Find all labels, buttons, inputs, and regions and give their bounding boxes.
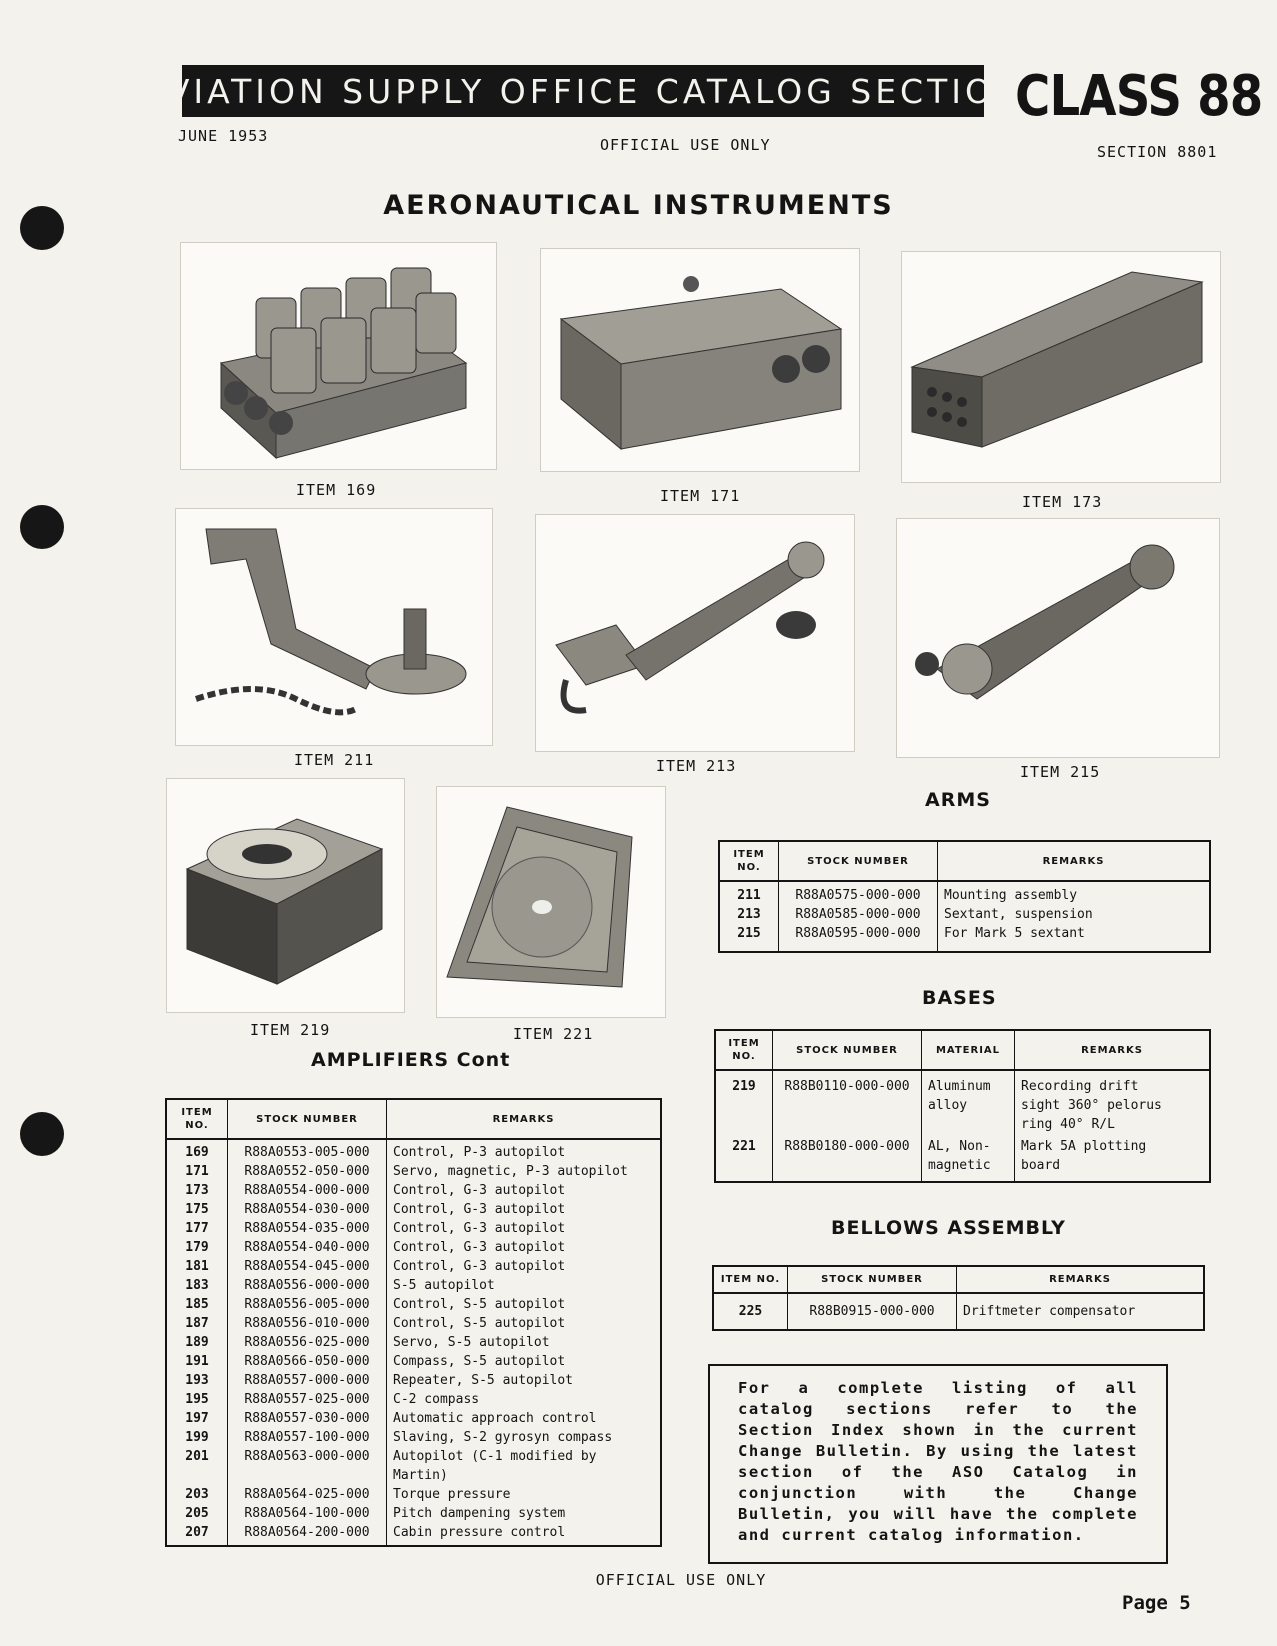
section-number: SECTION 8801 — [1097, 143, 1218, 161]
table-row — [719, 881, 1210, 905]
photo-item-213 — [535, 514, 855, 752]
col-item: ITEM NO. — [166, 1099, 228, 1139]
cell-remarks: Slaving, S-2 gyrosyn compass — [393, 1430, 613, 1445]
table-header-row — [713, 1266, 1204, 1293]
cell-item: 187 — [166, 1314, 228, 1333]
caption-item-219: ITEM 219 — [250, 1021, 331, 1039]
cell-item: 195 — [166, 1390, 228, 1409]
photo-item-215 — [896, 518, 1220, 758]
table-header-row — [719, 841, 1210, 881]
cell-stock: R88A0554-045-000 — [228, 1257, 387, 1276]
cell-stock — [773, 1115, 922, 1134]
cell-stock: R88A0553-005-000 — [228, 1139, 387, 1162]
col-item: ITEM NO. — [713, 1266, 788, 1293]
caption-item-169: ITEM 169 — [296, 481, 377, 499]
cell-remarks: Servo, S-5 autopilot — [393, 1335, 550, 1350]
cell-stock: R88A0575-000-000 — [779, 881, 938, 905]
cell-item — [715, 1156, 773, 1182]
amplifiers-title: AMPLIFIERS Cont — [311, 1049, 511, 1071]
cell-item — [715, 1115, 773, 1134]
page-title: AERONAUTICAL INSTRUMENTS — [383, 190, 894, 221]
table-row — [719, 905, 1210, 924]
cell-remarks: board — [1021, 1158, 1061, 1173]
arms-table — [718, 840, 1211, 953]
table-row — [166, 1314, 661, 1333]
table-row — [166, 1428, 661, 1447]
cell-item: 201 — [166, 1447, 228, 1466]
cell-stock: R88A0554-035-000 — [228, 1219, 387, 1238]
photo-item-173 — [901, 251, 1221, 483]
col-remarks: REMARKS — [957, 1266, 1205, 1293]
cell-remarks: Torque pressure — [393, 1487, 511, 1502]
cell-item: 173 — [166, 1181, 228, 1200]
cell-stock: R88A0564-025-000 — [228, 1485, 387, 1504]
caption-item-221: ITEM 221 — [513, 1025, 594, 1043]
cell-remarks: Pitch dampening system — [393, 1506, 566, 1521]
col-remarks: REMARKS — [387, 1099, 662, 1139]
table-row — [166, 1447, 661, 1466]
table-row — [166, 1352, 661, 1371]
col-stock: STOCK NUMBER — [773, 1030, 922, 1070]
cell-stock — [773, 1156, 922, 1182]
cell-item: 193 — [166, 1371, 228, 1390]
page-number: Page 5 — [1122, 1592, 1191, 1614]
caption-item-173: ITEM 173 — [1022, 493, 1103, 511]
cell-remarks: Driftmeter compensator — [963, 1304, 1136, 1319]
cell-remarks: Control, G-3 autopilot — [393, 1259, 566, 1274]
cell-stock: R88A0556-000-000 — [228, 1276, 387, 1295]
cell-item: 181 — [166, 1257, 228, 1276]
table-row — [719, 924, 1210, 952]
cell-item: 185 — [166, 1295, 228, 1314]
table-row — [166, 1257, 661, 1276]
table-row — [166, 1371, 661, 1390]
cell-stock — [228, 1466, 387, 1485]
cell-stock: R88A0557-000-000 — [228, 1371, 387, 1390]
cell-remarks: Control, P-3 autopilot — [393, 1145, 566, 1160]
table-row — [166, 1139, 661, 1162]
caption-item-215: ITEM 215 — [1020, 763, 1101, 781]
photo-item-211 — [175, 508, 493, 746]
table-row — [166, 1466, 661, 1485]
cell-remarks: Control, G-3 autopilot — [393, 1221, 566, 1236]
cell-stock: R88A0585-000-000 — [779, 905, 938, 924]
cell-material: alloy — [922, 1096, 1015, 1115]
classification-header: OFFICIAL USE ONLY — [600, 136, 771, 154]
cell-stock: R88A0564-200-000 — [228, 1523, 387, 1546]
bellows-table — [712, 1265, 1205, 1331]
class-label: CLASS 88 — [1015, 64, 1263, 129]
cell-item: 221 — [715, 1134, 773, 1156]
table-row — [715, 1115, 1210, 1134]
caption-item-211: ITEM 211 — [294, 751, 375, 769]
catalog-banner — [142, 65, 1024, 117]
table-row — [715, 1134, 1210, 1156]
cell-item: 199 — [166, 1428, 228, 1447]
table-header-row — [715, 1030, 1210, 1070]
cell-stock: R88A0554-030-000 — [228, 1200, 387, 1219]
cell-stock: R88A0557-025-000 — [228, 1390, 387, 1409]
cell-stock: R88A0564-100-000 — [228, 1504, 387, 1523]
cell-remarks: Automatic approach control — [393, 1411, 597, 1426]
cell-remarks: Mounting assembly — [944, 888, 1078, 903]
photo-item-171 — [540, 248, 860, 472]
arms-title: ARMS — [925, 789, 991, 811]
cell-item: 171 — [166, 1162, 228, 1181]
cell-item: 215 — [719, 924, 779, 952]
cell-remarks: Compass, S-5 autopilot — [393, 1354, 566, 1369]
cell-stock: R88B0110-000-000 — [773, 1070, 922, 1096]
cell-remarks: Cabin pressure control — [393, 1525, 566, 1540]
cell-item: 225 — [713, 1293, 788, 1330]
table-row — [166, 1485, 661, 1504]
cell-stock: R88A0556-005-000 — [228, 1295, 387, 1314]
cell-material — [922, 1115, 1015, 1134]
col-item: ITEM NO. — [719, 841, 779, 881]
cell-remarks: Mark 5A plotting — [1021, 1139, 1147, 1154]
cell-stock: R88A0557-100-000 — [228, 1428, 387, 1447]
table-row — [166, 1333, 661, 1352]
cell-item: 197 — [166, 1409, 228, 1428]
binder-hole-middle — [20, 505, 64, 549]
cell-stock: R88A0556-010-000 — [228, 1314, 387, 1333]
col-item: ITEM NO. — [715, 1030, 773, 1070]
cell-item: 179 — [166, 1238, 228, 1257]
bases-table — [714, 1029, 1211, 1183]
table-row — [166, 1219, 661, 1238]
cell-item — [715, 1096, 773, 1115]
cell-material: Aluminum — [922, 1070, 1015, 1096]
table-row — [713, 1293, 1204, 1330]
table-row — [166, 1200, 661, 1219]
caption-item-171: ITEM 171 — [660, 487, 741, 505]
cell-stock: R88A0563-000-000 — [228, 1447, 387, 1466]
cell-stock: R88A0595-000-000 — [779, 924, 938, 952]
table-row — [166, 1162, 661, 1181]
cell-stock: R88A0554-040-000 — [228, 1238, 387, 1257]
photo-item-219 — [166, 778, 405, 1013]
cell-item: 219 — [715, 1070, 773, 1096]
cell-item: 213 — [719, 905, 779, 924]
cell-remarks: Martin) — [393, 1468, 448, 1483]
cell-material: magnetic — [922, 1156, 1015, 1182]
table-header-row — [166, 1099, 661, 1139]
cell-remarks: Autopilot (C-1 modified by — [393, 1449, 597, 1464]
cell-material: AL, Non- — [922, 1134, 1015, 1156]
cell-stock: R88B0180-000-000 — [773, 1134, 922, 1156]
table-row — [166, 1181, 661, 1200]
col-material: MATERIAL — [922, 1030, 1015, 1070]
cell-item: 205 — [166, 1504, 228, 1523]
table-row — [166, 1390, 661, 1409]
cell-remarks: Control, S-5 autopilot — [393, 1297, 566, 1312]
table-row — [715, 1096, 1210, 1115]
cell-remarks: S-5 autopilot — [393, 1278, 495, 1293]
cell-remarks: sight 360° pelorus — [1021, 1098, 1162, 1113]
caption-item-213: ITEM 213 — [656, 757, 737, 775]
table-row — [166, 1276, 661, 1295]
table-row — [715, 1156, 1210, 1182]
cell-remarks: Control, G-3 autopilot — [393, 1183, 566, 1198]
cell-stock — [773, 1096, 922, 1115]
table-row — [166, 1504, 661, 1523]
catalog-notice: For a complete listing of all catalog sections refer to the Section Index shown in the current Change Bulletin. By using the latest section of the ASO Catalog in conjunction with the Change Bulletin, you will have the complete and current catalog information. — [708, 1364, 1168, 1564]
cell-item: 203 — [166, 1485, 228, 1504]
bellows-title: BELLOWS ASSEMBLY — [831, 1217, 1066, 1239]
col-stock: STOCK NUMBER — [228, 1099, 387, 1139]
table-row — [166, 1238, 661, 1257]
table-row — [715, 1070, 1210, 1096]
cell-stock: R88A0552-050-000 — [228, 1162, 387, 1181]
cell-item: 177 — [166, 1219, 228, 1238]
banner-text: AVIATION SUPPLY OFFICE CATALOG SECTION — [142, 71, 1024, 111]
cell-stock: R88A0557-030-000 — [228, 1409, 387, 1428]
cell-remarks: Sextant, suspension — [944, 907, 1093, 922]
bases-title: BASES — [922, 987, 997, 1009]
cell-remarks: ring 40° R/L — [1021, 1117, 1115, 1132]
col-remarks: REMARKS — [1015, 1030, 1211, 1070]
cell-stock: R88A0566-050-000 — [228, 1352, 387, 1371]
cell-remarks: Control, S-5 autopilot — [393, 1316, 566, 1331]
col-remarks: REMARKS — [938, 841, 1211, 881]
cell-item: 211 — [719, 881, 779, 905]
col-stock: STOCK NUMBER — [788, 1266, 957, 1293]
table-row — [166, 1409, 661, 1428]
cell-item — [166, 1466, 228, 1485]
cell-item: 183 — [166, 1276, 228, 1295]
issue-date: JUNE 1953 — [178, 127, 269, 145]
footer-classification: OFFICIAL USE ONLY — [595, 1571, 767, 1589]
table-row — [166, 1523, 661, 1546]
photo-item-169 — [180, 242, 497, 470]
cell-stock: R88B0915-000-000 — [788, 1293, 957, 1330]
col-stock: STOCK NUMBER — [779, 841, 938, 881]
photo-item-221 — [436, 786, 666, 1018]
cell-stock: R88A0556-025-000 — [228, 1333, 387, 1352]
cell-item: 169 — [166, 1139, 228, 1162]
cell-item: 175 — [166, 1200, 228, 1219]
amplifiers-table — [165, 1098, 662, 1547]
cell-item: 191 — [166, 1352, 228, 1371]
cell-item: 207 — [166, 1523, 228, 1546]
cell-remarks: For Mark 5 sextant — [944, 926, 1085, 941]
binder-hole-bottom — [20, 1112, 64, 1156]
cell-remarks: Control, G-3 autopilot — [393, 1202, 566, 1217]
cell-stock: R88A0554-000-000 — [228, 1181, 387, 1200]
cell-remarks: Control, G-3 autopilot — [393, 1240, 566, 1255]
cell-remarks: Repeater, S-5 autopilot — [393, 1373, 574, 1388]
cell-remarks: C-2 compass — [393, 1392, 480, 1407]
cell-remarks: Servo, magnetic, P-3 autopilot — [393, 1164, 628, 1179]
table-row — [166, 1295, 661, 1314]
cell-remarks: Recording drift — [1021, 1079, 1139, 1094]
cell-item: 189 — [166, 1333, 228, 1352]
